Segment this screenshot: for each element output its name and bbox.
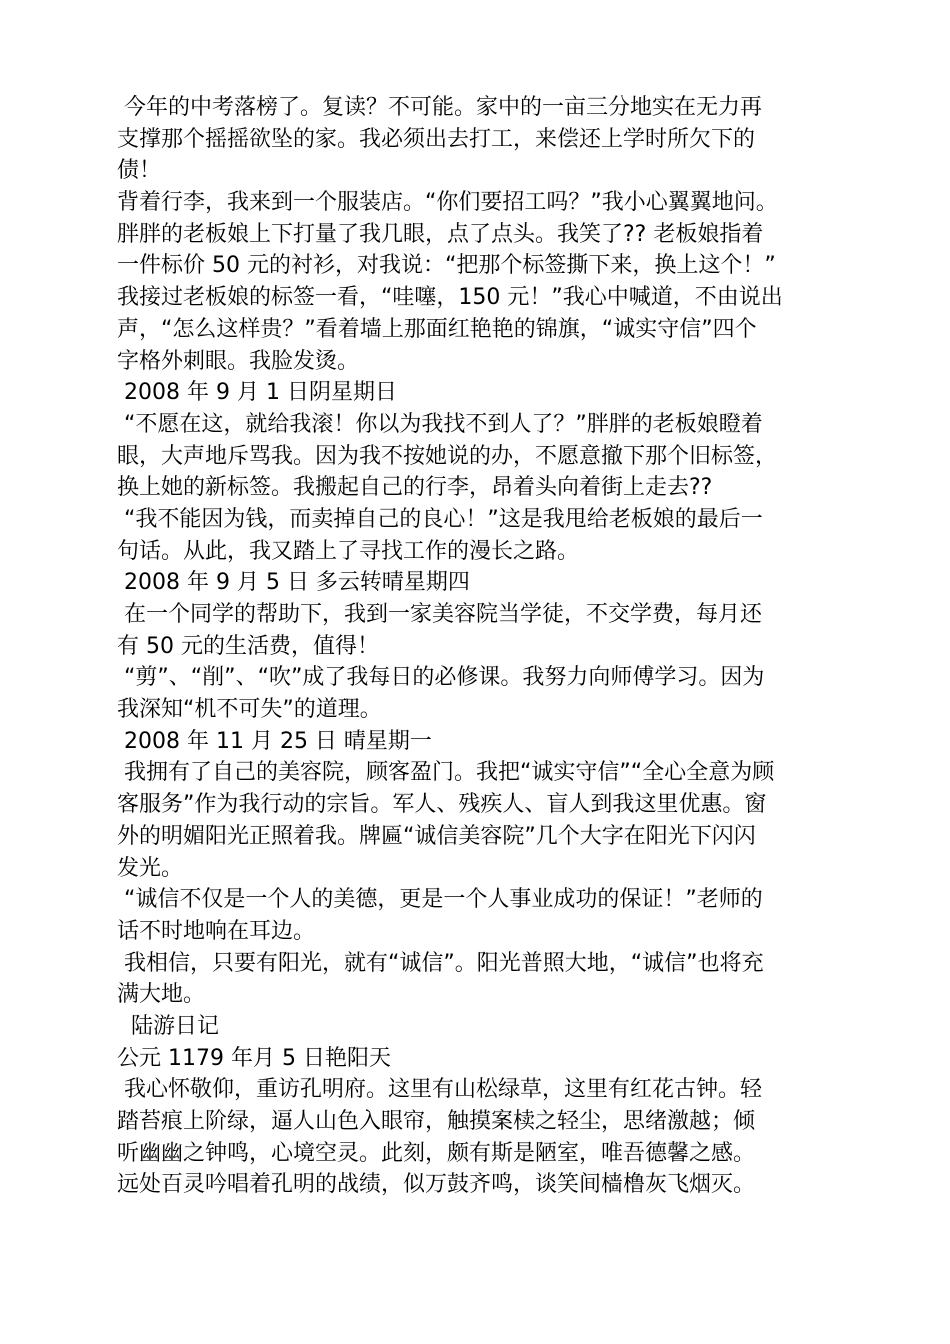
text-line: 踏苔痕上阶绿，逼人山色入眼帘，触摸案椟之轻尘，思绪激越；倾 [117,1109,756,1134]
text-line: 听幽幽之钟鸣，心境空灵。此刻，颇有斯是陋室，唯吾德馨之感。 [117,1140,756,1166]
text-line: 换上她的新标签。我搬起自己的行李，昂着头向着街上走去?? [117,475,713,501]
text-line: 眼，大声地斥骂我。因为我不按她说的办，不愿意撤下那个旧标签， [117,443,778,469]
text-line: 支撑那个摇摇欲坠的家。我必须出去打工，来偿还上学时所欠下的 [117,126,756,152]
text-line: 在一个同学的帮助下，我到一家美容院当学徒，不交学费，每月还 [117,602,762,627]
text-line: 远处百灵吟唱着孔明的战绩，似万鼓齐鸣，谈笑间樯橹灰飞烟灭。 [117,1172,756,1198]
text-line: 今年的中考落榜了。复读？不可能。家中的一亩三分地实在无力再 [117,95,762,120]
text-line: 我心怀敬仰，重访孔明府。这里有山松绿草，这里有红花古钟。轻 [117,1077,762,1103]
text-line: “诚信不仅是一个人的美德，更是一个人事业成功的保证！”老师的 [117,887,763,913]
text-line: 满大地。 [117,982,206,1008]
text-line: 句话。从此，我又踏上了寻找工作的漫长之路。 [117,538,580,564]
text-line: 话不时地响在耳边。 [117,918,316,944]
diary-date-heading: 2008 年 9 月 5 日 多云转晴星期四 [117,570,470,596]
text-line: 债！ [117,158,162,184]
text-line: 我拥有了自己的美容院，顾客盈门。我把“诚实守信”“全心全意为顾 [117,760,775,786]
text-line: 胖胖的老板娘上下打量了我几眼，点了点头。我笑了?? 老板娘指着 [117,221,764,247]
section-title: 陆游日记 [117,1013,219,1039]
document-body [117,92,857,1201]
text-line: 外的明媚阳光正照着我。牌匾“诚信美容院”几个大字在阳光下闪闪 [117,823,756,849]
text-line: 我接过老板娘的标签一看，“哇噻，150 元！”我心中喊道，不由说出 [117,285,783,311]
text-line: 发光。 [117,855,184,881]
diary-date-heading: 2008 年 11 月 25 日 晴星期一 [117,728,432,754]
text-line: “我不能因为钱，而卖掉自己的良心！”这是我甩给老板娘的最后一 [117,506,763,532]
text-line: 一件标价 50 元的衬衫，对我说：“把那个标签撕下来，换上这个！” [117,253,776,279]
diary-date-heading: 公元 1179 年月 5 日艳阳天 [117,1045,391,1071]
text-line: 声，“怎么这样贵？”看着墙上那面红艳艳的锦旗，“诚实守信”四个 [117,316,757,342]
text-line: 我相信，只要有阳光，就有“诚信”。阳光普照大地，“诚信”也将充 [117,950,764,976]
text-line: 有 50 元的生活费，值得！ [117,633,379,659]
text-line: 客服务”作为我行动的宗旨。军人、残疾人、盲人到我这里优惠。窗 [117,792,767,818]
text-line: “不愿在这，就给我滚！你以为我找不到人了？”胖胖的老板娘瞪着 [117,411,763,437]
text-line: 字格外刺眼。我脸发烫。 [117,348,360,374]
diary-date-heading: 2008 年 9 月 1 日阴星期日 [117,380,397,406]
text-line: “剪”、“削”、“吹”成了我每日的必修课。我努力向师傅学习。因为 [117,665,765,691]
text-line: 我深知“机不可失”的道理。 [117,697,382,723]
text-line: 背着行李，我来到一个服装店。“你们要招工吗？”我小心翼翼地问。 [117,190,778,216]
